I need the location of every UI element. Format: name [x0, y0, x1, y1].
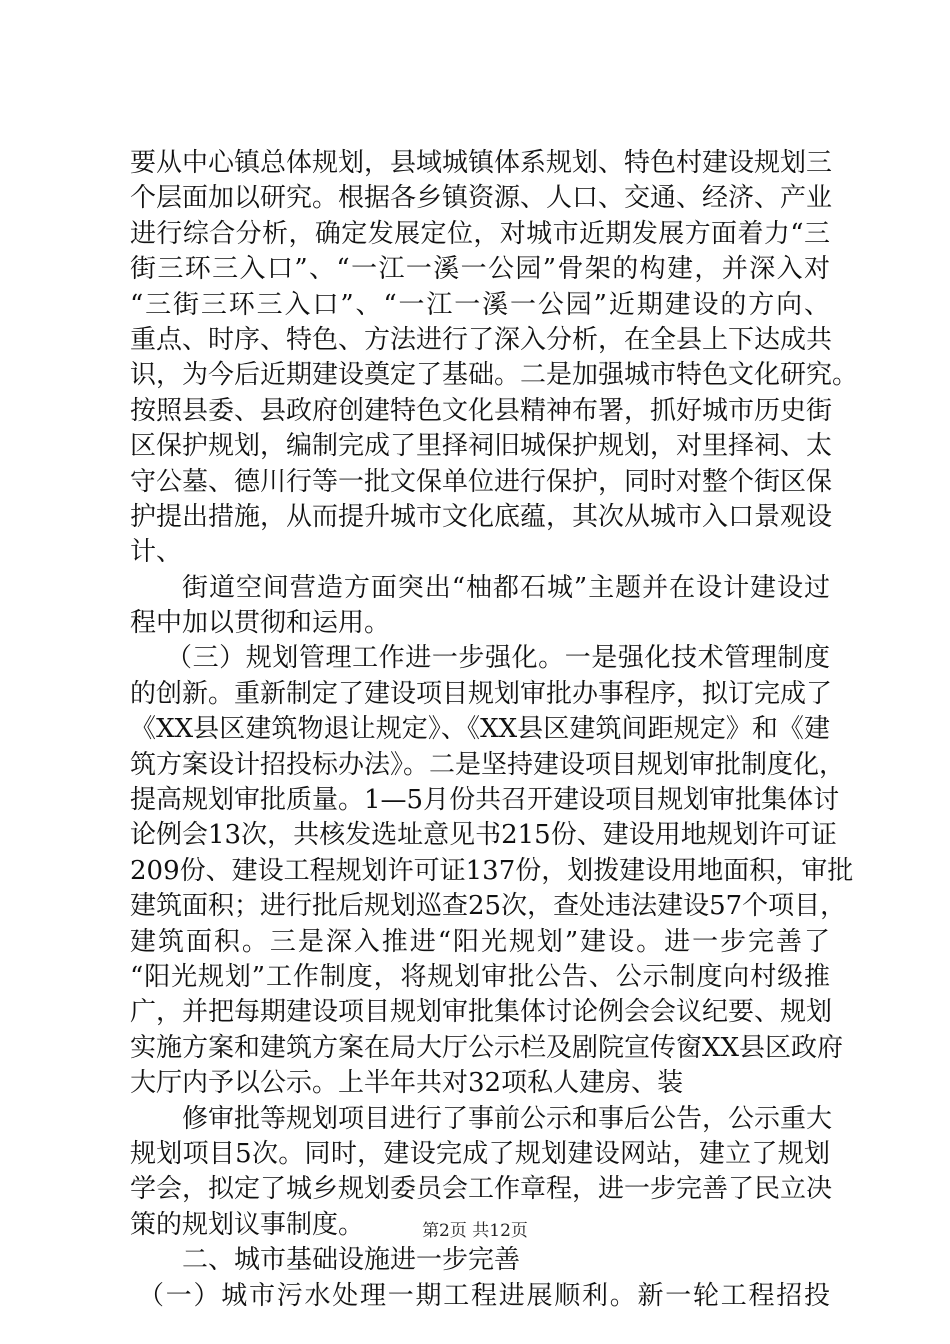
body-text-line: 《XX县区建筑物退让规定》、《XX县区建筑间距规定》和《建 — [130, 714, 830, 745]
body-text-line: 论例会13次，共核发选址意见书215份、建设用地规划许可证 — [130, 820, 837, 851]
body-text-line: 街三环三入口”、“一江一溪一公园”骨架的构建，并深入对 — [130, 254, 830, 285]
body-text-line: 二、城市基础设施进一步完善 — [182, 1245, 521, 1276]
body-text-line: “阳光规划”工作制度，将规划审批公告、公示制度向村级推 — [130, 961, 830, 992]
body-text-line: 程中加以贯彻和运用。 — [130, 608, 391, 639]
body-text-line: 按照县委、县政府创建特色文化县精神布署，抓好城市历史街 — [130, 395, 833, 426]
body-text-line: 区保护规划，编制完成了里择祠旧城保护规划，对里择祠、太 — [130, 431, 833, 462]
body-text-line: 实施方案和建筑方案在局大厅公示栏及剧院宣传窗XX县区政府 — [130, 1032, 844, 1063]
body-text-line: 建筑面积。三是深入推进“阳光规划”建设。进一步完善了 — [130, 926, 830, 957]
body-text-line: 筑方案设计招投标办法》。二是坚持建设项目规划审批制度化， — [130, 749, 846, 780]
body-text-line: （一）城市污水处理一期工程进展顺利。新一轮工程招投 — [138, 1280, 830, 1311]
body-text-line: 策的规划议事制度。 — [130, 1209, 365, 1240]
body-text-line: 计、 — [130, 537, 183, 568]
body-text-line: 重点、时序、特色、方法进行了深入分析，在全县上下达成共 — [130, 324, 833, 355]
body-text-line: （三）规划管理工作进一步强化。一是强化技术管理制度 — [166, 643, 830, 674]
body-text-line: 要从中心镇总体规划，县域城镇体系规划、特色村建设规划三 — [130, 148, 833, 178]
document-body — [130, 146, 859, 1314]
body-text-line: 守公墓、德川行等一批文保单位进行保护，同时对整个街区保 — [130, 466, 833, 497]
body-text-line: 进行综合分析，确定发展定位，对城市近期发展方面着力“三 — [130, 218, 830, 249]
body-text-line: 广，并把每期建设项目规划审批集体讨论例会会议纪要、规划 — [130, 997, 833, 1028]
body-text-line: 街道空间营造方面突出“柚都石城”主题并在设计建设过 — [182, 572, 830, 603]
body-text-line: 建筑面积；进行批后规划巡查25次，查处违法建设57个项目， — [130, 891, 847, 922]
body-text-line: 大厅内予以公示。上半年共对32项私人建房、装 — [130, 1068, 684, 1099]
body-text-line: “三街三环三入口”、“一江一溪一公园”近期建设的方向、 — [130, 289, 830, 320]
body-text-line: 的创新。重新制定了建设项目规划审批办事程序，拟订完成了 — [130, 678, 833, 709]
body-text-line: 提高规划审批质量。1—5月份共召开建设项目规划审批集体讨 — [130, 785, 840, 816]
body-text-line: 识，为今后近期建设奠定了基础。二是加强城市特色文化研究。 — [130, 360, 859, 391]
body-text-line: 规划项目5次。同时，建设完成了规划建设网站，建立了规划 — [130, 1138, 830, 1169]
body-text-line: 学会，拟定了城乡规划委员会工作章程，进一步完善了民立决 — [130, 1174, 833, 1205]
body-text-line: 修审批等规划项目进行了事前公示和事后公告，公示重大 — [182, 1103, 833, 1134]
body-text-line: 个层面加以研究。根据各乡镇资源、人口、交通、经济、产业 — [130, 183, 833, 214]
body-text-line: 209份、建设工程规划许可证137份，划拨建设用地面积，审批 — [130, 855, 854, 886]
page-footer: 第2页 共12页 — [422, 1221, 528, 1241]
body-text-line: 护提出措施，从而提升城市文化底蕴，其次从城市入口景观设 — [130, 501, 833, 532]
